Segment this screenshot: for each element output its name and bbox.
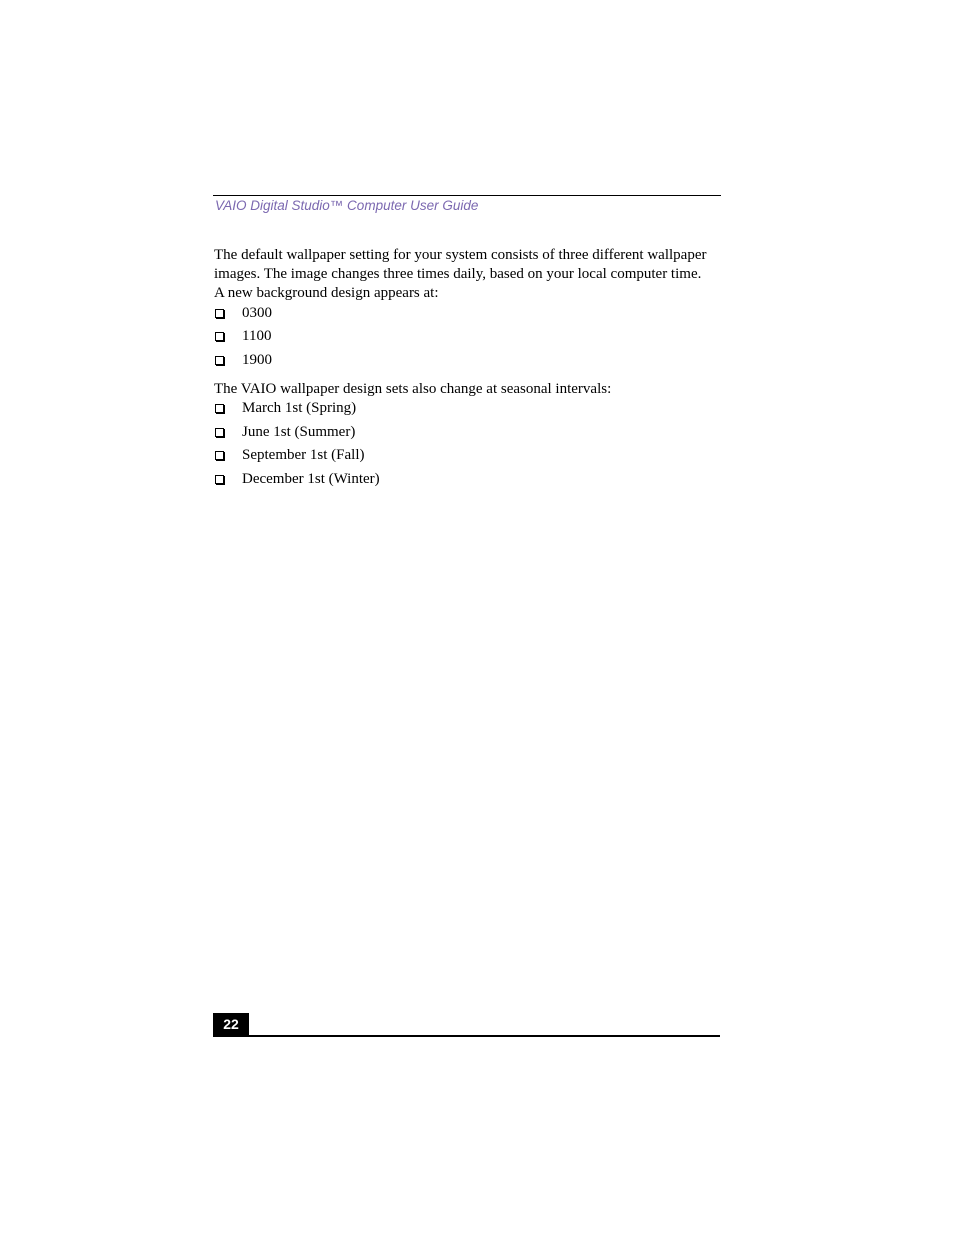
list-item — [214, 304, 714, 328]
square-bullet-icon — [215, 404, 224, 413]
square-bullet-icon — [215, 428, 224, 437]
seasonal-paragraph: The VAIO wallpaper design sets also change at seasonal intervals: — [214, 381, 612, 398]
list-item-label: 1100 — [242, 328, 272, 345]
running-head-title: VAIO Digital Studio™ Computer User Guide — [215, 198, 479, 213]
list-item — [214, 446, 714, 470]
page-number: 22 — [213, 1013, 249, 1036]
square-bullet-icon — [215, 332, 224, 341]
square-bullet-icon — [215, 475, 224, 484]
time-list — [214, 304, 714, 375]
list-item-label: 0300 — [242, 304, 272, 321]
list-item — [214, 351, 714, 375]
intro-paragraph: The default wallpaper setting for your system consists of three different wallpaper images. The image changes three times daily, based on your local computer time. A new background design appears at: — [214, 247, 707, 302]
list-item — [214, 423, 714, 447]
page-content — [214, 246, 714, 493]
list-item — [214, 470, 714, 494]
list-item-label: March 1st (Spring) — [242, 400, 357, 417]
square-bullet-icon — [215, 309, 224, 318]
header-rule — [213, 195, 721, 196]
square-bullet-icon — [215, 356, 224, 365]
list-item — [214, 327, 714, 351]
square-bullet-icon — [215, 451, 224, 460]
list-item-label: June 1st (Summer) — [242, 423, 356, 440]
list-item-label: December 1st (Winter) — [242, 470, 380, 487]
season-list — [214, 399, 714, 493]
list-item — [214, 399, 714, 423]
list-item-label: September 1st (Fall) — [242, 447, 365, 464]
list-item-label: 1900 — [242, 351, 272, 368]
footer-rule — [213, 1035, 720, 1037]
